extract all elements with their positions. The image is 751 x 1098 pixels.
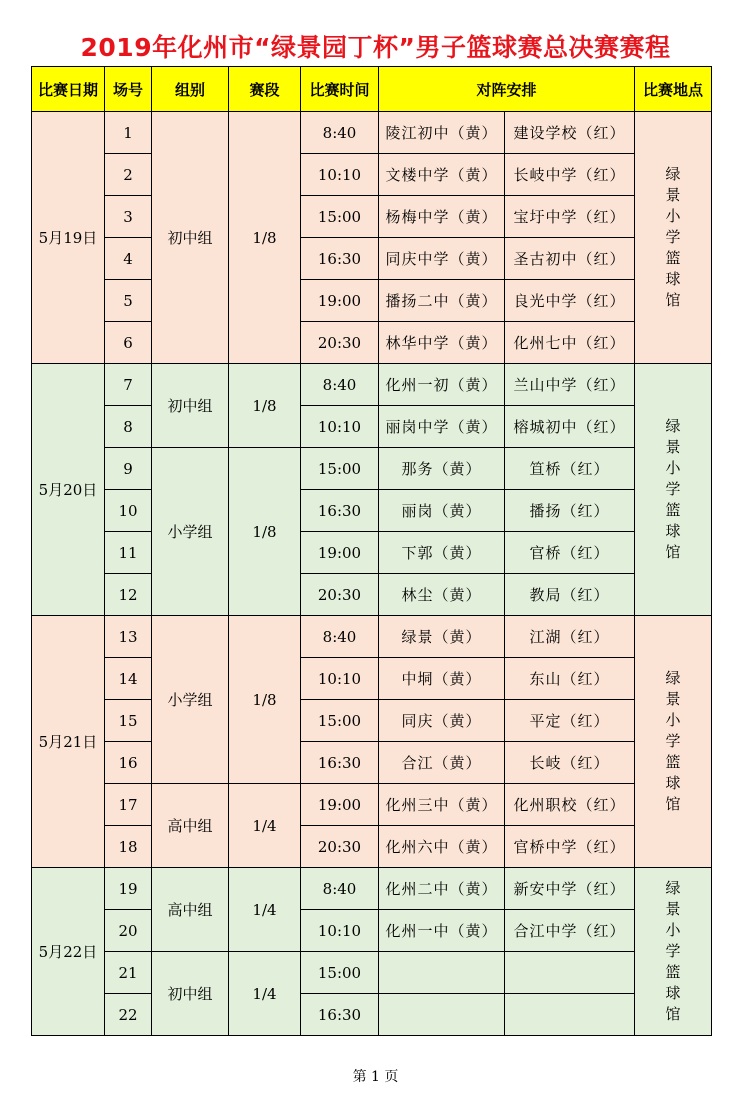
match-no: 13: [105, 616, 152, 658]
match-time: 20:30: [301, 574, 379, 616]
header-venue: 比赛地点: [635, 67, 712, 112]
team-away: 官桥中学（红）: [505, 826, 635, 868]
team-away: 宝圩中学（红）: [505, 196, 635, 238]
match-venue: [635, 868, 712, 1036]
team-away: 化州七中（红）: [505, 322, 635, 364]
match-time: 16:30: [301, 742, 379, 784]
match-time: 10:10: [301, 910, 379, 952]
match-time: 19:00: [301, 532, 379, 574]
match-row: [32, 532, 712, 574]
team-away: 官桥（红）: [505, 532, 635, 574]
team-home: 陵江初中（黄）: [379, 112, 505, 154]
team-away: 笪桥（红）: [505, 448, 635, 490]
match-no: 9: [105, 448, 152, 490]
match-venue: [635, 616, 712, 868]
match-group: 高中组: [152, 784, 229, 868]
venue-char: 绿: [665, 165, 681, 183]
header-time: 比赛时间: [301, 67, 379, 112]
match-date: 5月19日: [32, 112, 105, 364]
team-away: 榕城初中（红）: [505, 406, 635, 448]
match-row: [32, 280, 712, 322]
header-stage: 赛段: [229, 67, 301, 112]
match-venue: [635, 364, 712, 616]
team-home: 杨梅中学（黄）: [379, 196, 505, 238]
match-time: 20:30: [301, 322, 379, 364]
match-no: 16: [105, 742, 152, 784]
venue-char: 学: [665, 480, 681, 498]
match-no: 17: [105, 784, 152, 826]
match-stage: 1/4: [229, 868, 301, 952]
page-footer: 第 1 页: [352, 1069, 399, 1085]
venue-char: 景: [665, 186, 681, 204]
match-no: 21: [105, 952, 152, 994]
team-home: 化州六中（黄）: [379, 826, 505, 868]
match-no: 12: [105, 574, 152, 616]
venue-char: 学: [665, 732, 681, 750]
match-no: 19: [105, 868, 152, 910]
team-home: 下郭（黄）: [379, 532, 505, 574]
match-no: 18: [105, 826, 152, 868]
venue-char: 馆: [665, 1005, 681, 1023]
team-home: 丽岗（黄）: [379, 490, 505, 532]
match-time: 16:30: [301, 238, 379, 280]
venue-char: 球: [665, 984, 681, 1002]
match-row: [32, 322, 712, 364]
venue-char: 学: [665, 228, 681, 246]
team-away: [505, 952, 635, 994]
match-time: 10:10: [301, 406, 379, 448]
match-time: 16:30: [301, 994, 379, 1036]
match-time: 10:10: [301, 154, 379, 196]
venue-char: 景: [665, 900, 681, 918]
match-date: 5月20日: [32, 364, 105, 616]
team-home: 化州三中（黄）: [379, 784, 505, 826]
match-row: [32, 406, 712, 448]
venue-char: 篮: [665, 501, 681, 519]
venue-char: 球: [665, 774, 681, 792]
match-row: [32, 952, 712, 994]
venue-char: 景: [665, 690, 681, 708]
match-time: 15:00: [301, 952, 379, 994]
match-time: 8:40: [301, 616, 379, 658]
match-date: 5月22日: [32, 868, 105, 1036]
match-time: 19:00: [301, 280, 379, 322]
match-group: 小学组: [152, 616, 229, 784]
match-stage: 1/8: [229, 112, 301, 364]
header-date: 比赛日期: [32, 67, 105, 112]
match-row: [32, 784, 712, 826]
match-no: 1: [105, 112, 152, 154]
match-group: 初中组: [152, 952, 229, 1036]
team-home: 化州二中（黄）: [379, 868, 505, 910]
header-no: 场号: [105, 67, 152, 112]
venue-char: 学: [665, 942, 681, 960]
match-time: 19:00: [301, 784, 379, 826]
team-home: 那务（黄）: [379, 448, 505, 490]
match-row: [32, 490, 712, 532]
team-away: 建设学校（红）: [505, 112, 635, 154]
team-home: 林华中学（黄）: [379, 322, 505, 364]
team-home: 中垌（黄）: [379, 658, 505, 700]
match-stage: 1/8: [229, 448, 301, 616]
schedule-table: [31, 66, 712, 1036]
match-row: [32, 364, 712, 406]
venue-char: 绿: [665, 669, 681, 687]
match-row: [32, 574, 712, 616]
match-time: 15:00: [301, 448, 379, 490]
match-group: 初中组: [152, 364, 229, 448]
match-row: [32, 616, 712, 658]
match-no: 14: [105, 658, 152, 700]
venue-char: 小: [665, 921, 681, 939]
match-row: [32, 238, 712, 280]
match-row: [32, 658, 712, 700]
match-date: 5月21日: [32, 616, 105, 868]
team-home: 丽岗中学（黄）: [379, 406, 505, 448]
match-no: 5: [105, 280, 152, 322]
team-away: 江湖（红）: [505, 616, 635, 658]
team-away: 新安中学（红）: [505, 868, 635, 910]
match-row: [32, 742, 712, 784]
match-no: 10: [105, 490, 152, 532]
venue-char: 小: [665, 459, 681, 477]
team-home: 同庆（黄）: [379, 700, 505, 742]
team-away: [505, 994, 635, 1036]
match-no: 11: [105, 532, 152, 574]
match-no: 8: [105, 406, 152, 448]
match-time: 8:40: [301, 112, 379, 154]
team-away: 播扬（红）: [505, 490, 635, 532]
match-time: 20:30: [301, 826, 379, 868]
team-away: 圣古初中（红）: [505, 238, 635, 280]
match-no: 2: [105, 154, 152, 196]
header-row: [32, 67, 712, 112]
match-group: 小学组: [152, 448, 229, 616]
match-row: [32, 196, 712, 238]
match-row: [32, 700, 712, 742]
match-row: [32, 154, 712, 196]
match-no: 6: [105, 322, 152, 364]
venue-char: 绿: [665, 417, 681, 435]
team-away: 平定（红）: [505, 700, 635, 742]
match-no: 15: [105, 700, 152, 742]
venue-char: 球: [665, 270, 681, 288]
venue-char: 绿: [665, 879, 681, 897]
venue-char: 景: [665, 438, 681, 456]
header-group: 组别: [152, 67, 229, 112]
page-title: 2019年化州市“绿景园丁杯”男子篮球赛总决赛赛程: [80, 33, 671, 62]
schedule-body: [32, 112, 712, 1036]
venue-char: 小: [665, 207, 681, 225]
venue-char: 小: [665, 711, 681, 729]
match-row: [32, 994, 712, 1036]
match-time: 16:30: [301, 490, 379, 532]
team-home: [379, 952, 505, 994]
team-away: 兰山中学（红）: [505, 364, 635, 406]
team-home: [379, 994, 505, 1036]
match-venue: [635, 112, 712, 364]
team-away: 长岐（红）: [505, 742, 635, 784]
match-time: 10:10: [301, 658, 379, 700]
match-no: 20: [105, 910, 152, 952]
venue-char: 馆: [665, 543, 681, 561]
venue-char: 馆: [665, 795, 681, 813]
match-stage: 1/8: [229, 616, 301, 784]
match-time: 15:00: [301, 700, 379, 742]
team-home: 同庆中学（黄）: [379, 238, 505, 280]
match-group: 初中组: [152, 112, 229, 364]
venue-char: 馆: [665, 291, 681, 309]
venue-char: 篮: [665, 753, 681, 771]
team-home: 化州一中（黄）: [379, 910, 505, 952]
match-no: 4: [105, 238, 152, 280]
team-away: 教局（红）: [505, 574, 635, 616]
match-no: 22: [105, 994, 152, 1036]
team-away: 长岐中学（红）: [505, 154, 635, 196]
header-matchup: 对阵安排: [379, 67, 635, 112]
match-row: [32, 910, 712, 952]
match-row: [32, 448, 712, 490]
team-home: 文楼中学（黄）: [379, 154, 505, 196]
team-home: 合江（黄）: [379, 742, 505, 784]
match-row: [32, 112, 712, 154]
team-home: 林尘（黄）: [379, 574, 505, 616]
team-away: 东山（红）: [505, 658, 635, 700]
match-time: 8:40: [301, 364, 379, 406]
team-away: 化州职校（红）: [505, 784, 635, 826]
match-time: 8:40: [301, 868, 379, 910]
match-group: 高中组: [152, 868, 229, 952]
venue-char: 篮: [665, 963, 681, 981]
venue-char: 球: [665, 522, 681, 540]
team-home: 绿景（黄）: [379, 616, 505, 658]
team-away: 良光中学（红）: [505, 280, 635, 322]
team-home: 化州一初（黄）: [379, 364, 505, 406]
team-home: 播扬二中（黄）: [379, 280, 505, 322]
match-time: 15:00: [301, 196, 379, 238]
venue-char: 篮: [665, 249, 681, 267]
match-stage: 1/4: [229, 952, 301, 1036]
match-row: [32, 826, 712, 868]
match-no: 3: [105, 196, 152, 238]
match-stage: 1/8: [229, 364, 301, 448]
team-away: 合江中学（红）: [505, 910, 635, 952]
match-stage: 1/4: [229, 784, 301, 868]
match-no: 7: [105, 364, 152, 406]
match-row: [32, 868, 712, 910]
